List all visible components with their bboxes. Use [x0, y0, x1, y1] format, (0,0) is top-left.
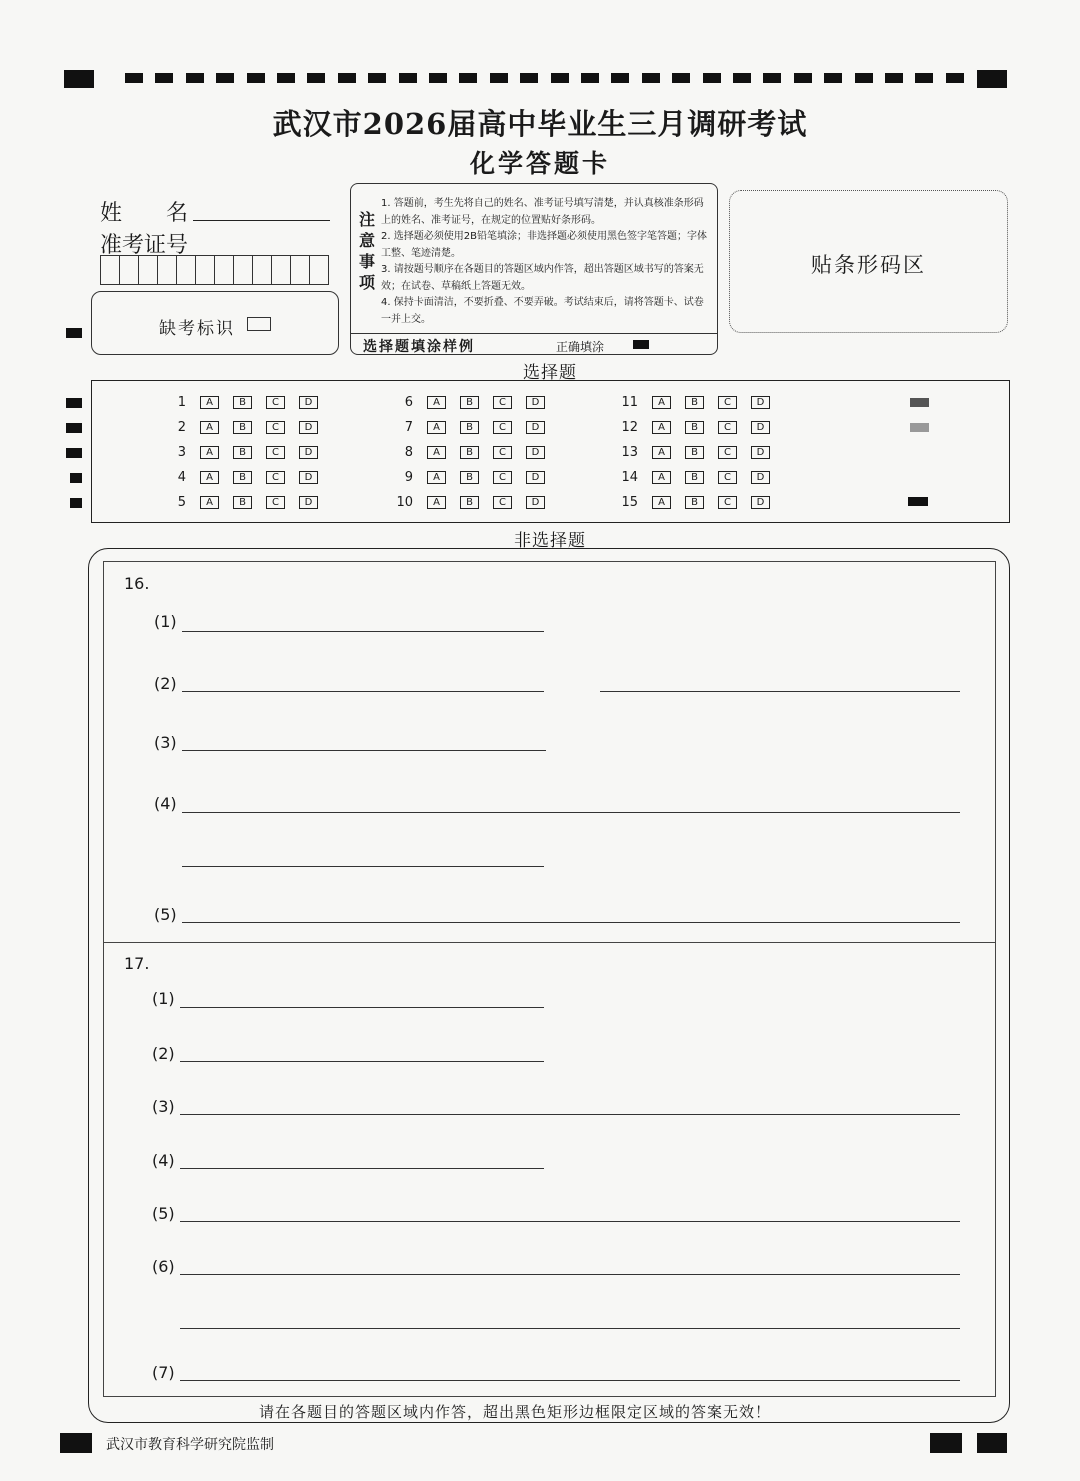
- mc-question-number: 9: [404, 469, 413, 485]
- answer-line[interactable]: [182, 866, 544, 867]
- sample-label: 选择题填涂样例: [363, 339, 475, 355]
- answer-line[interactable]: [182, 631, 544, 632]
- timing-mark: [763, 73, 781, 83]
- mc-question: [158, 469, 332, 485]
- mc-option-bubble[interactable]: B: [460, 496, 479, 509]
- mc-option-bubble[interactable]: C: [493, 496, 512, 509]
- notice-title: 注意事项: [359, 210, 376, 292]
- timing-mark: [459, 73, 477, 83]
- answer-line[interactable]: [180, 1168, 544, 1169]
- side-mark: [70, 498, 82, 508]
- mc-option-bubble[interactable]: A: [200, 396, 219, 409]
- timing-mark: [824, 73, 842, 83]
- mc-option-bubble[interactable]: B: [685, 421, 704, 434]
- mc-option-bubble[interactable]: D: [299, 396, 318, 409]
- mc-question: [385, 394, 559, 410]
- name-field[interactable]: [193, 198, 330, 221]
- answer-line[interactable]: [182, 812, 960, 813]
- mc-question: [158, 394, 332, 410]
- mc-question-number: 14: [621, 469, 638, 485]
- absent-mark-panel: [91, 291, 339, 355]
- fill-sample-row: [351, 333, 717, 355]
- corner-mark: [60, 1433, 92, 1453]
- mc-option-bubble[interactable]: B: [685, 396, 704, 409]
- mc-option-bubble[interactable]: D: [526, 421, 545, 434]
- sub-label: (3): [154, 733, 177, 752]
- mc-question-number: 12: [621, 419, 638, 435]
- answer-line[interactable]: [182, 750, 546, 751]
- mc-question: [610, 469, 784, 485]
- card-subtitle: 化学答题卡: [469, 149, 610, 178]
- mc-option-bubble[interactable]: B: [685, 471, 704, 484]
- side-mark: [70, 473, 82, 483]
- mc-question-number: 13: [621, 444, 638, 460]
- timing-mark: [307, 73, 325, 83]
- corner-mark: [977, 1433, 1007, 1453]
- mc-option-bubble[interactable]: B: [685, 446, 704, 459]
- mc-question: [610, 394, 784, 410]
- id-label: 准考证号: [100, 233, 189, 258]
- sub-label: (5): [154, 905, 177, 924]
- mc-option-bubble[interactable]: D: [751, 446, 770, 459]
- timing-mark: [915, 73, 933, 83]
- answer-line[interactable]: [180, 1007, 544, 1008]
- mc-question-number: 5: [177, 494, 186, 510]
- timing-mark: [551, 73, 569, 83]
- mc-option-bubble[interactable]: B: [685, 496, 704, 509]
- notice-item: 3. 请按题号顺序在各题目的答题区域内作答，超出答题区域书写的答案无效；在试卷、草稿纸上答题无效。: [381, 264, 704, 292]
- mc-option-bubble[interactable]: D: [526, 396, 545, 409]
- name-label: 姓 名: [100, 201, 189, 226]
- mc-option-bubble[interactable]: C: [493, 396, 512, 409]
- sub-label: (1): [154, 612, 177, 631]
- mc-option-bubble[interactable]: C: [266, 421, 285, 434]
- correct-fill-label: 正确填涂: [556, 340, 605, 354]
- mc-section-title: 选择题: [523, 363, 577, 383]
- timing-mark: [368, 73, 386, 83]
- mc-question-number: 7: [404, 419, 413, 435]
- notice-panel: [350, 183, 718, 355]
- mc-option-bubble[interactable]: D: [299, 446, 318, 459]
- timing-mark: [247, 73, 265, 83]
- barcode-label: 贴条形码区: [811, 253, 926, 277]
- timing-mark: [855, 73, 873, 83]
- mc-option-bubble[interactable]: C: [718, 496, 737, 509]
- mc-option-bubble[interactable]: C: [718, 396, 737, 409]
- timing-mark: [125, 73, 143, 83]
- sub-label: (7): [152, 1363, 175, 1382]
- mc-question-number: 2: [177, 419, 186, 435]
- mc-option-bubble[interactable]: C: [266, 471, 285, 484]
- free-section-title: 非选择题: [514, 531, 586, 551]
- mc-option-bubble[interactable]: B: [233, 471, 252, 484]
- timing-mark: [277, 73, 295, 83]
- mc-option-bubble[interactable]: B: [233, 496, 252, 509]
- question-number: 16.: [124, 574, 150, 593]
- mc-question: [610, 494, 784, 510]
- mc-option-bubble[interactable]: B: [460, 471, 479, 484]
- filled-bubble-icon: [633, 340, 649, 349]
- mc-question-number: 10: [396, 494, 413, 510]
- answer-line[interactable]: [180, 1114, 960, 1115]
- sub-label: (1): [152, 989, 175, 1008]
- notice-list: [381, 196, 711, 328]
- mc-option-bubble[interactable]: A: [652, 421, 671, 434]
- notice-item: 2. 选择题必须使用2B铅笔填涂；非选择题必须使用黑色签字笔答题；字体工整、笔迹清楚。: [381, 231, 707, 259]
- mc-option-bubble[interactable]: C: [266, 496, 285, 509]
- side-mark: [66, 328, 82, 338]
- timing-mark: [703, 73, 721, 83]
- footer-issuer: 武汉市教育科学研究院监制: [106, 1437, 274, 1453]
- notice-item: 4. 保持卡面清洁，不要折叠、不要弄破。考试结束后，请将答题卡、试卷一并上交。: [381, 297, 704, 325]
- answer-line[interactable]: [600, 691, 960, 692]
- side-mark: [66, 448, 82, 458]
- mc-option-bubble[interactable]: D: [526, 496, 545, 509]
- mc-question: [158, 444, 332, 460]
- mc-option-bubble[interactable]: D: [526, 471, 545, 484]
- boundary-warning: 请在各题目的答题区域内作答，超出黑色矩形边框限定区域的答案无效！: [258, 1403, 771, 1421]
- mc-question-number: 1: [177, 394, 186, 410]
- side-mark: [66, 423, 82, 433]
- question-divider: [103, 942, 995, 943]
- timing-mark: [216, 73, 234, 83]
- exam-title: 武汉市2026届高中毕业生三月调研考试: [272, 107, 808, 141]
- mc-option-bubble[interactable]: C: [718, 471, 737, 484]
- mc-option-bubble[interactable]: B: [460, 446, 479, 459]
- mc-question-number: 8: [404, 444, 413, 460]
- mc-option-bubble[interactable]: A: [200, 446, 219, 459]
- corner-mark: [930, 1433, 962, 1453]
- mc-question: [385, 469, 559, 485]
- mc-option-bubble[interactable]: C: [718, 446, 737, 459]
- mc-question: [610, 419, 784, 435]
- timing-mark: [338, 73, 356, 83]
- mc-option-bubble[interactable]: C: [266, 446, 285, 459]
- absent-checkbox[interactable]: [247, 317, 271, 331]
- side-mark: [66, 398, 82, 408]
- mc-question: [158, 419, 332, 435]
- timing-mark: [186, 73, 204, 83]
- mc-option-bubble[interactable]: B: [460, 421, 479, 434]
- timing-mark: [581, 73, 599, 83]
- mc-option-bubble[interactable]: B: [460, 396, 479, 409]
- answer-line[interactable]: [180, 1221, 960, 1222]
- answer-line[interactable]: [182, 922, 960, 923]
- corner-mark: [64, 70, 94, 88]
- mc-option-bubble[interactable]: A: [652, 496, 671, 509]
- mc-option-bubble[interactable]: A: [200, 471, 219, 484]
- mc-option-bubble[interactable]: A: [652, 471, 671, 484]
- mc-option-bubble[interactable]: B: [233, 396, 252, 409]
- timing-mark: [520, 73, 538, 83]
- absent-label: 缺考标识: [159, 319, 235, 339]
- mc-option-bubble[interactable]: A: [427, 471, 446, 484]
- barcode-area: [729, 190, 1008, 333]
- question-number: 17.: [124, 954, 150, 973]
- answer-line[interactable]: [180, 1061, 544, 1062]
- mc-option-bubble[interactable]: C: [493, 421, 512, 434]
- mc-question: [385, 494, 559, 510]
- sub-label: (3): [152, 1097, 175, 1116]
- mc-option-bubble[interactable]: A: [427, 496, 446, 509]
- mc-option-bubble[interactable]: C: [493, 471, 512, 484]
- timing-mark: [490, 73, 508, 83]
- answer-line[interactable]: [180, 1328, 960, 1329]
- mc-option-bubble[interactable]: D: [751, 496, 770, 509]
- mc-option-bubble[interactable]: C: [493, 446, 512, 459]
- timing-mark: [155, 73, 173, 83]
- timing-mark: [429, 73, 447, 83]
- mc-option-bubble[interactable]: D: [751, 421, 770, 434]
- answer-line[interactable]: [182, 691, 544, 692]
- mc-option-bubble[interactable]: D: [751, 396, 770, 409]
- mc-option-bubble[interactable]: C: [718, 421, 737, 434]
- corner-mark: [977, 70, 1007, 88]
- timing-mark: [611, 73, 629, 83]
- mc-option-bubble[interactable]: D: [299, 496, 318, 509]
- sub-label: (2): [154, 674, 177, 693]
- mc-question-number: 11: [621, 394, 638, 410]
- timing-mark: [672, 73, 690, 83]
- notice-item: 1. 答题前，考生先将自己的姓名、准考证号填写清楚，并认真核准条形码上的姓名、准考证号，在规定的位置贴好条形码。: [381, 198, 704, 226]
- timing-mark: [794, 73, 812, 83]
- mc-option-bubble[interactable]: A: [200, 496, 219, 509]
- mc-option-bubble[interactable]: D: [526, 446, 545, 459]
- sub-label: (4): [154, 794, 177, 813]
- id-number-grid[interactable]: [100, 255, 329, 285]
- mc-option-bubble[interactable]: B: [233, 446, 252, 459]
- mc-option-bubble[interactable]: D: [299, 471, 318, 484]
- mc-option-bubble[interactable]: D: [751, 471, 770, 484]
- mc-option-bubble[interactable]: A: [427, 396, 446, 409]
- timing-mark: [642, 73, 660, 83]
- mc-option-bubble[interactable]: B: [233, 421, 252, 434]
- answer-line[interactable]: [180, 1380, 960, 1381]
- timing-mark: [885, 73, 903, 83]
- mc-option-bubble[interactable]: A: [652, 446, 671, 459]
- sub-label: (6): [152, 1257, 175, 1276]
- mc-option-bubble[interactable]: A: [427, 446, 446, 459]
- sub-label: (4): [152, 1151, 175, 1170]
- mc-question: [158, 494, 332, 510]
- sub-label: (5): [152, 1204, 175, 1223]
- mc-question-number: 15: [621, 494, 638, 510]
- sub-label: (2): [152, 1044, 175, 1063]
- mc-option-bubble[interactable]: A: [427, 421, 446, 434]
- mc-option-bubble[interactable]: C: [266, 396, 285, 409]
- mc-option-bubble[interactable]: A: [652, 396, 671, 409]
- mc-question: [610, 444, 784, 460]
- mc-option-bubble[interactable]: A: [200, 421, 219, 434]
- mc-question-number: 6: [404, 394, 413, 410]
- mc-question-number: 4: [177, 469, 186, 485]
- mc-question-number: 3: [177, 444, 186, 460]
- mc-question: [385, 444, 559, 460]
- timing-mark: [946, 73, 964, 83]
- free-answer-area: [103, 561, 996, 1397]
- answer-line[interactable]: [180, 1274, 960, 1275]
- timing-mark: [399, 73, 417, 83]
- mc-option-bubble[interactable]: D: [299, 421, 318, 434]
- mc-question: [385, 419, 559, 435]
- timing-mark: [733, 73, 751, 83]
